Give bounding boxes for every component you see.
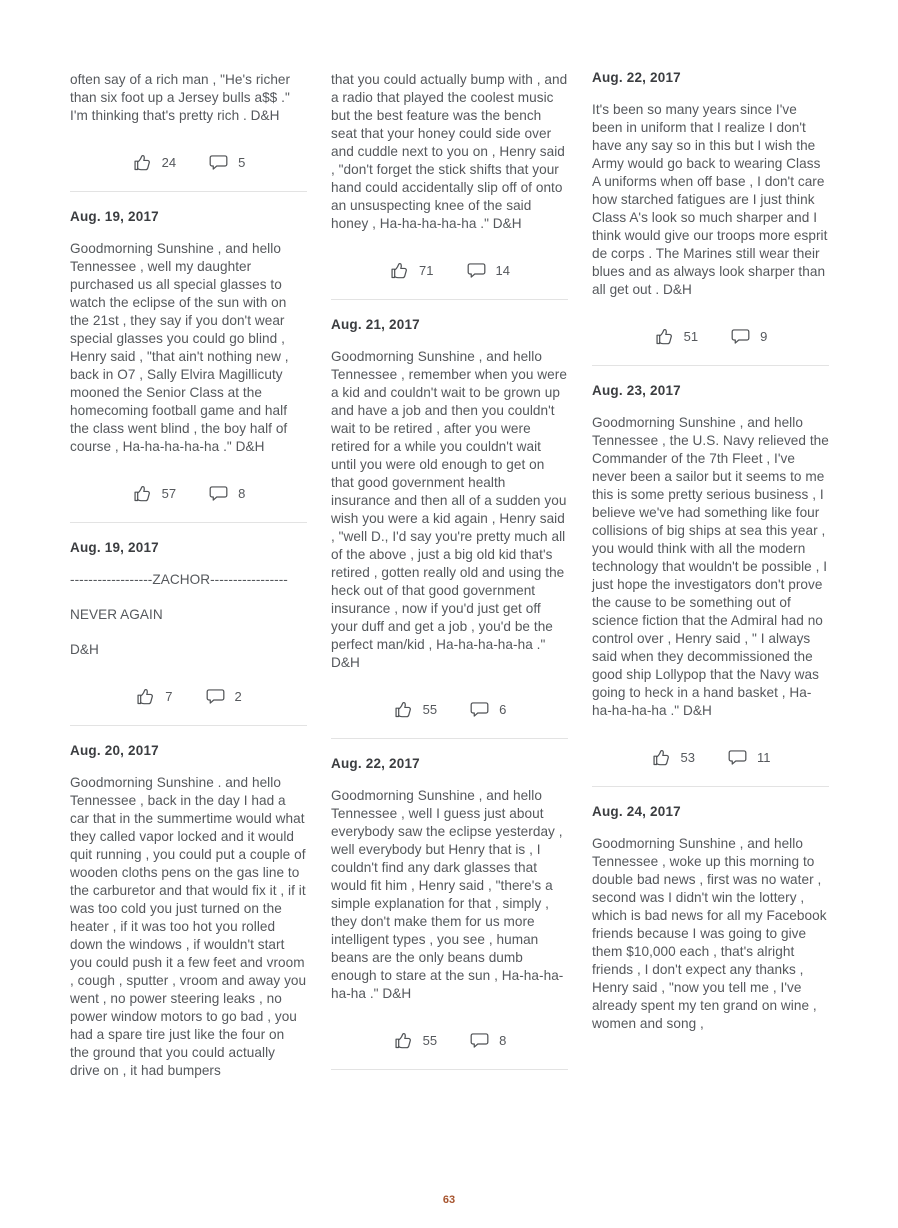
like-count: 7 <box>165 688 173 704</box>
like-stat <box>651 747 695 768</box>
post <box>70 210 307 523</box>
like-count: 71 <box>419 262 434 278</box>
comment-count: 11 <box>756 749 771 765</box>
like-stat <box>389 260 433 281</box>
comment-count: 5 <box>238 154 246 170</box>
comment-bubble-icon <box>469 1030 490 1051</box>
column-2 <box>331 71 568 1088</box>
post-text: Goodmorning Sunshine , and hello Tennessee , woke up this morning to double bad news , first was no water , second was I didn't win the lottery , which is bad news for all my Facebook friends because I was going to give them $10,000 each , that's alright friends , I don't expect any thanks , Henry said , "now you tell me , I've already spent my ten grand on wine , women and song , <box>592 836 827 1031</box>
thumbs-up-icon <box>654 326 675 347</box>
post <box>592 384 829 787</box>
comment-count: 14 <box>495 262 510 278</box>
like-count: 57 <box>161 485 177 501</box>
comment-bubble-icon <box>727 747 748 768</box>
post-divider <box>592 786 829 787</box>
comment-stat <box>208 152 245 173</box>
post-date: Aug. 19, 2017 <box>70 209 159 224</box>
thumbs-up-icon <box>135 686 156 707</box>
engagement-row <box>331 259 568 281</box>
post <box>592 71 829 366</box>
comment-bubble-icon <box>730 326 751 347</box>
thumbs-up-icon <box>393 699 414 720</box>
post-divider <box>331 1069 568 1070</box>
post-text: Goodmorning Sunshine . and hello Tennessee , back in the day I had a car that in the summertime would what they called vapor locked and it would quit running , you could put a couple of wooden cloths pens on the gas line to the carburetor and that would fix it , if it was too cold you just turned on the heater , if it was too hot you rolled down the windows , if wouldn't start you could push it a few feet and vroom , cough , sputter , vroom and away you went , no power steering leaks , no power window motors to go bad , you had a spare tire just like the four on the ground that you could actually drive on , it had bumpers <box>70 775 307 1078</box>
comment-count: 9 <box>760 328 768 344</box>
post-text: ------------------ZACHOR----------------- <box>70 572 288 587</box>
engagement-row <box>331 698 568 720</box>
like-stat <box>132 152 176 173</box>
post-text: Goodmorning Sunshine , and hello Tennessee , well I guess just about everybody saw the eclipse yesterday , well everybody but Henry that is , I couldn't find any dark glasses that would fit him , Henry said , "there's a simple explanation for that , simply , they don't make them for us more intelligent types , you see , human beans are the only beans dumb enough to stare at the sun , Ha-ha-ha-ha-ha ." D&H <box>331 788 564 1001</box>
like-count: 24 <box>161 154 177 170</box>
engagement-row <box>70 151 307 173</box>
thumbs-up-icon <box>132 152 153 173</box>
column-3 <box>592 71 829 1050</box>
comment-bubble-icon <box>205 686 226 707</box>
like-stat <box>132 483 176 504</box>
thumbs-up-icon <box>651 747 672 768</box>
post-divider <box>592 365 829 366</box>
comment-count: 6 <box>499 701 507 717</box>
post-date: Aug. 22, 2017 <box>331 756 420 771</box>
column-1 <box>70 71 307 1097</box>
comment-stat <box>205 686 242 707</box>
post-divider <box>70 522 307 523</box>
post <box>331 757 568 1070</box>
post-date: Aug. 24, 2017 <box>592 804 681 819</box>
thumbs-up-icon <box>393 1030 414 1051</box>
thumbs-up-icon <box>389 260 410 281</box>
comment-stat <box>730 326 767 347</box>
comment-stat <box>466 260 510 281</box>
comment-count: 8 <box>499 1032 507 1048</box>
post-date: Aug. 19, 2017 <box>70 540 159 555</box>
comment-bubble-icon <box>208 152 229 173</box>
like-stat <box>654 326 698 347</box>
post <box>70 744 307 1080</box>
content-columns <box>70 71 828 1097</box>
post <box>70 71 307 192</box>
post <box>331 318 568 739</box>
post <box>592 805 829 1033</box>
post-date: Aug. 23, 2017 <box>592 383 681 398</box>
comment-stat <box>208 483 245 504</box>
like-stat <box>393 1030 437 1051</box>
post-text: often say of a rich man , "He's richer than six foot up a Jersey bulls a$$ ." I'm thinking that's pretty rich . D&H <box>70 72 291 123</box>
post-text: It's been so many years since I've been in uniform that I realize I don't have any say so in this but I wish the Army would go back to wearing Class A uniforms when off base , I don't care how starched fatigues are I just think Class A's look so much sharper and I think would give our troops more esprit de corps . The Marines still wear their blues and as always look sharper than all get out . D&H <box>592 102 828 297</box>
post-divider <box>70 725 307 726</box>
post-date: Aug. 21, 2017 <box>331 317 420 332</box>
like-count: 51 <box>683 328 699 344</box>
post-text: Goodmorning Sunshine , and hello Tennessee , the U.S. Navy relieved the Commander of the 7th Fleet , I've never been a sailor but it seems to me this is some pretty serious business , I believe we've had something like four collisions of big ships at sea this year , you would think with all the modern technology that wouldn't be possible , I just hope the investigators don't prove the cause to be something out of science fiction that the Admiral had no control over , Henry said , " I always said when they decommissioned the good ship Lollypop that the Navy was going to heck in a hand basket , Ha-ha-ha-ha-ha ." D&H <box>592 415 829 718</box>
engagement-row <box>592 325 829 347</box>
comment-stat <box>727 747 771 768</box>
post-text: that you could actually bump with , and a radio that played the coolest music but the best feature was the bench seat that your honey could side over and cuddle next to you on , Henry said , "don't forget the stick shifts that your hand could accidentally slip off of onto an unsuspecting knee of the said honey , Ha-ha-ha-ha-ha ." D&H <box>331 72 568 231</box>
post-text: D&H <box>70 642 99 657</box>
like-count: 55 <box>422 1032 438 1048</box>
comment-stat <box>469 1030 506 1051</box>
post-divider <box>331 299 568 300</box>
like-stat <box>135 686 172 707</box>
comment-bubble-icon <box>208 483 229 504</box>
comment-bubble-icon <box>466 260 487 281</box>
post-divider <box>331 738 568 739</box>
engagement-row <box>331 1029 568 1051</box>
engagement-row <box>592 746 829 768</box>
engagement-row <box>70 482 307 504</box>
post-text: Goodmorning Sunshine , and hello Tennessee , remember when you were a kid and couldn't wait to be grown up and have a job and then you couldn't wait to be retired , after you were retired for a while you couldn't wait until you were old enough to get on that good government health insurance and then all of a sudden you wish you were a kid again , Henry said , "well D., I'd say you're pretty much all of the above , just a big old kid that's retired , gotten really old and using the heck out of that good government insurance , now if you'd just get off your duff and get a job , you'd be the perfect man/kid , Ha-ha-ha-ha-ha ." D&H <box>331 349 567 670</box>
post-date: Aug. 20, 2017 <box>70 743 159 758</box>
comment-count: 2 <box>234 688 242 704</box>
like-stat <box>393 699 437 720</box>
engagement-row <box>70 685 307 707</box>
post-divider <box>70 191 307 192</box>
like-count: 55 <box>422 701 438 717</box>
comment-stat <box>469 699 506 720</box>
comment-bubble-icon <box>469 699 490 720</box>
post-date: Aug. 22, 2017 <box>592 70 681 85</box>
post-text: Goodmorning Sunshine , and hello Tennessee , well my daughter purchased us all special glasses to watch the eclipse of the sun with on the 21st , they say if you don't wear special glasses you could go blind , Henry said , "that ain't nothing new , back in O7 , Sally Elvira Magillicuty mooned the Senior Class at the homecoming football game and half the class went blind , the boy half of course , Ha-ha-ha-ha-ha ." D&H <box>70 241 289 454</box>
page-number: 63 <box>442 1194 456 1206</box>
thumbs-up-icon <box>132 483 153 504</box>
post <box>331 71 568 300</box>
comment-count: 8 <box>238 485 246 501</box>
post <box>70 541 307 726</box>
post-text: NEVER AGAIN <box>70 607 163 622</box>
like-count: 53 <box>680 749 695 765</box>
